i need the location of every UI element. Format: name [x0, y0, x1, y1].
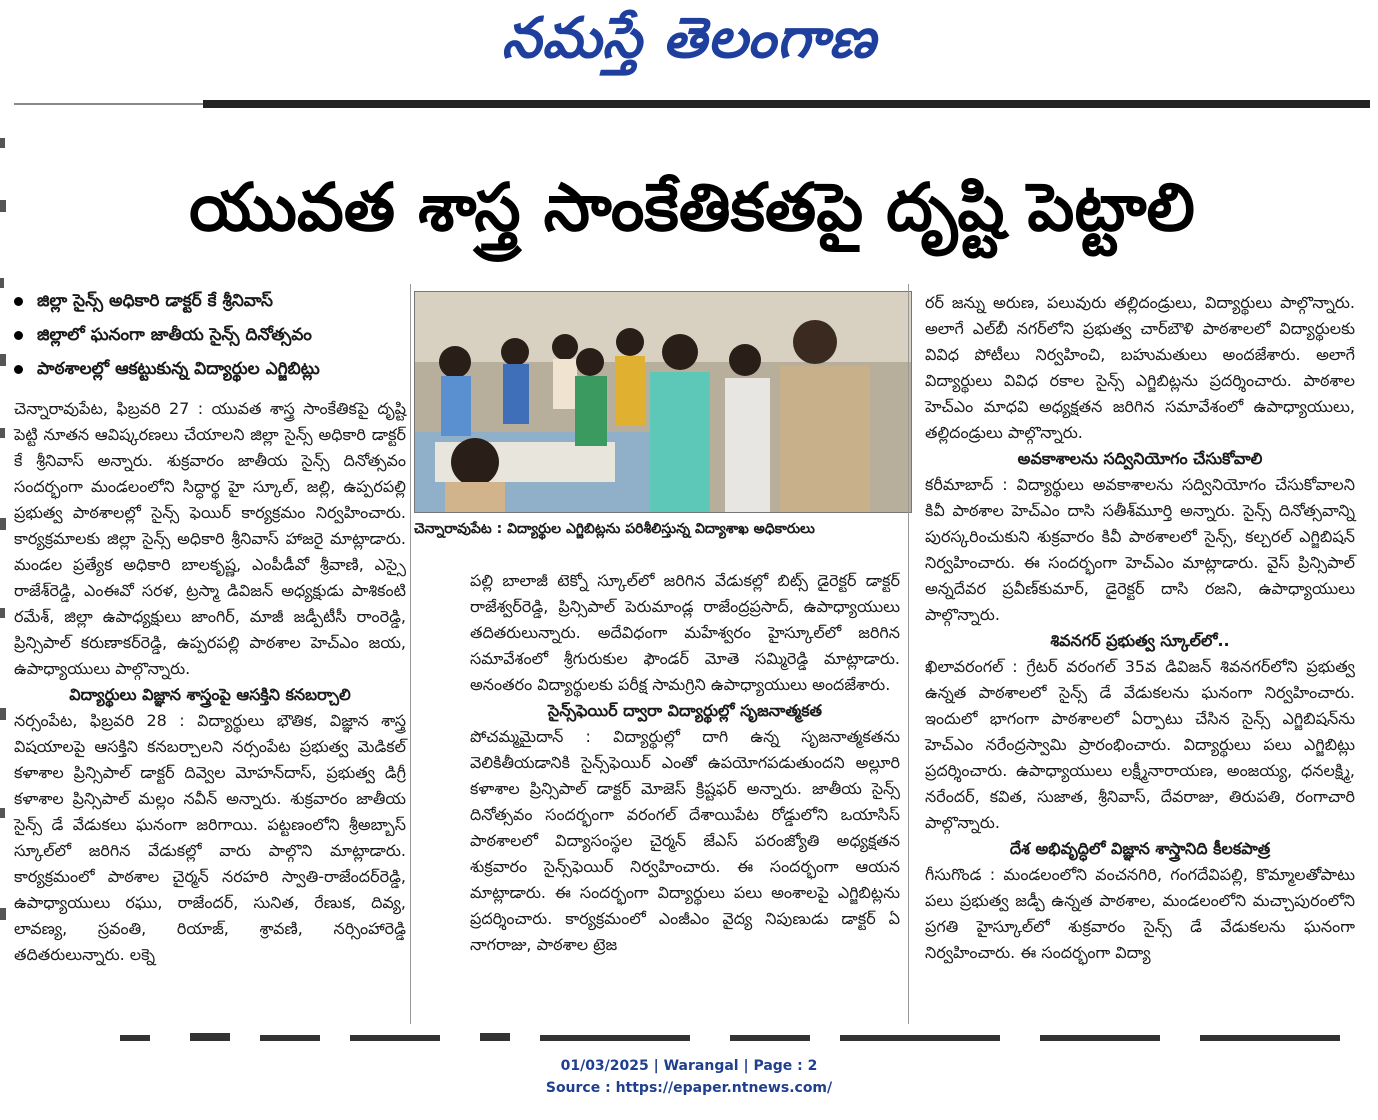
photo-caption: చెన్నారావుపేట : విద్యార్థుల ఎగ్జిబిట్లను పరిశీలిస్తున్న విద్యాశాఖ అధికారులు [414, 521, 815, 537]
article-paragraph: చెన్నారావుపేట, ఫిబ్రవరి 27 : యువత శాస్త్ర సాంకేతికపై దృష్టి పెట్టి నూతన ఆవిష్కరణలు చేయాలని జిల్లా సైన్స్ అధికారి డాక్టర్ కే శ్రీనివాస్ అన్నారు. శుక్రవారం జాతీయ సైన్స్ దినోత్సవం సందర్భంగా మండలంలోని సిద్ధార్థ హై స్కూల్, జల్లి, ఉప్పరపల్లి ప్రభుత్వ పాఠశాలల్లో సైన్స్ ఫెయిర్ కార్యక్రమం నిర్వహించారు. కార్యక్రమాలకు జిల్లా సైన్స్ అధికారి శ్రీనివాస్ హాజరై మాట్లాడారు. మండల ప్రత్యేక అధికారి బాలకృష్ణ, ఎంపీడీవో శ్రీవాణి, ఎస్సై రాజేశ్‌రెడ్డి, ఎంఈవో సరళ, ట్రస్మా డివిజన్ అధ్యక్షుడు పాశికంటి రమేశ్, జిల్లా ఉపాధ్యక్షులు జాంగిర్, మాజీ జడ్పీటీసీ రాంరెడ్డి, ప్రిన్సిపాల్ కరుణాకర్‌రెడ్డి, ఉప్పరపల్లి పాఠశాల హెచ్‌ఎం జయ, ఉపాధ్యాయులు పాల్గొన్నారు. [14, 399, 406, 678]
column-divider [410, 284, 411, 1024]
headline: యువత శాస్త్ర సాంకేతికతపై దృష్టి పెట్టాలి [189, 169, 1195, 246]
bullet-icon [14, 331, 23, 340]
column-divider [908, 284, 909, 1024]
newspaper-logo: నమస్తే తెలంగాణ [501, 6, 877, 71]
edition-info: 01/03/2025 | Warangal | Page : 2 [560, 1058, 818, 1074]
classroom-photo [415, 292, 911, 512]
article-paragraph: పల్లి బాలాజీ టెక్నో స్కూల్‌లో జరిగిన వేడుకల్లో బిట్స్ డైరెక్టర్ డాక్టర్ రాజేశ్వర్‌రెడ్డి, ప్రిన్సిపాల్ పెరుమాండ్ల రాజేంద్రప్రసాద్, ఉపాధ్యాయులు తదితరులున్నారు. అదేవిధంగా మహేశ్వరం హైస్కూల్‌లో జరిగిన సమావేశంలో శ్రీగురుకుల ఫౌండర్ మోతె సమ్మిరెడ్డి మాట్లాడారు. అనంతరం విద్యార్థులకు పరీక్ష సామగ్రిని ఉపాధ్యాయులు అందజేశారు. [470, 571, 900, 694]
news-photo [414, 291, 912, 513]
page-footer [0, 1055, 1378, 1099]
cropped-next-article [120, 1033, 1370, 1043]
bullet-item: జిల్లా సైన్స్ అధికారి డాక్టర్ కే శ్రీనివాస్ [14, 284, 406, 318]
masthead-bar [203, 100, 1370, 108]
subheading: విద్యార్థులు విజ్ఞాన శాస్త్రంపై ఆసక్తిని కనబర్చాలి [69, 685, 351, 704]
article-paragraph: కరీమాబాద్ : విద్యార్థులు అవకాశాలను సద్వినియోగం చేసుకోవాలని కివీ పాఠశాల హెచ్‌ఎం దాసి సతీశ్‌మూర్తి అన్నారు. సైన్స్ దినోత్సవాన్ని పురస్కరించుకుని శుక్రవారం కివీ పాఠశాలలో సైన్స్, కల్చరల్ ఎగ్జిబిషన్ నిర్వహించారు. ఈ సందర్భంగా హెచ్‌ఎం మాట్లాడారు. వైస్ ప్రిన్సిపాల్ అన్నదేవర ప్రవీణ్‌కుమార్, డైరెక్టర్ దాసి రజని, ఉపాధ్యాయులు పాల్గొన్నారు. [925, 475, 1355, 624]
article-paragraph: పోచమ్మమైదాన్ : విద్యార్థుల్లో దాగి ఉన్న సృజనాత్మకతను వెలికితీయడానికి సైన్స్‌ఫెయిర్ ఎంతో ఉపయోగపడుతుందని అల్లూరి కళాశాల ప్రిన్సిపాల్ డాక్టర్ మోజెస్ క్రిష్టఫర్ అన్నారు. జాతీయ సైన్స్ దినోత్సవం సందర్భంగా వరంగల్ దేశాయిపేట రోడ్డులోని ఒయాసిస్ పాఠశాలలో విద్యాసంస్థల చైర్మన్ జేఎస్ పరంజ్యోతి అధ్యక్షతన శుక్రవారం సైన్స్‌ఫెయిర్ నిర్వహించారు. ఈ సందర్భంగా ఆయన మాట్లాడారు. ఈ సందర్భంగా విద్యార్థులు పలు అంశాలపై ఎగ్జిబిట్లను ప్రదర్శించారు. కార్యక్రమంలో ఎంజీఎం వైద్య నిపుణుడు డాక్టర్ ఏ నాగరాజు, పాఠశాల ట్రెజ [470, 727, 900, 954]
article-column-2 [470, 568, 900, 958]
article-column-3 [925, 290, 1355, 966]
article-paragraph: ఖిలావరంగల్ : గ్రేటర్ వరంగల్ 35వ డివిజన్ శివనగర్‌లోని ప్రభుత్వ ఉన్నత పాఠశాలలో సైన్స్ డే వేడుకలను ఘనంగా నిర్వహించారు. ఇందులో భాగంగా పాఠశాలలో ఏర్పాటు చేసిన సైన్స్ ఎగ్జిబిషన్‌ను హెచ్‌ఎం నరేంద్రస్వామి ప్రారంభించారు. విద్యార్థులు పలు ఎగ్జిబిట్లు ప్రదర్శించారు. ఉపాధ్యాయులు లక్ష్మీనారాయణ, అంజయ్య, ధనలక్ష్మి, నరేందర్, కవిత, సుజాత, శ్రీనివాస్, దేవరాజు, తిరుపతి, రంగాచారి పాల్గొన్నారు. [925, 657, 1355, 832]
masthead [0, 0, 1378, 80]
bullet-item: జిల్లాలో ఘనంగా జాతీయ సైన్స్ దినోత్సవం [14, 318, 406, 352]
subheading: సైన్స్‌ఫెయిర్ ద్వారా విద్యార్థుల్లో సృజనాత్మకత [547, 701, 823, 720]
subheading: దేశ అభివృద్ధిలో విజ్ఞాన శాస్త్రానిది కీలకపాత్ర [1009, 839, 1271, 858]
article-paragraph: రర్ జన్ను అరుణ, పలువురు తల్లిదండ్రులు, విద్యార్థులు పాల్గొన్నారు. అలాగే ఎల్‌బీ నగర్‌లోని ప్రభుత్వ చార్‌బౌళి పాఠశాలలో విద్యార్థులకు వివిధ పోటీలు నిర్వహించి, బహుమతులు అందజేశారు. అలాగే విద్యార్థులు వివిధ రకాల సైన్స్ ఎగ్జిబిట్లను ప్రదర్శించారు. పాఠశాల హెచ్‌ఎం మాధవి అధ్యక్షతన జరిగిన సమావేశంలో ఉపాధ్యాయులు, తల్లిదండ్రులు పాల్గొన్నారు. [925, 293, 1355, 442]
bullet-icon [14, 365, 23, 374]
subheading: శివనగర్ ప్రభుత్వ స్కూల్‌లో.. [1050, 631, 1230, 650]
subheading: అవకాశాలను సద్వినియోగం చేసుకోవాలి [1017, 449, 1263, 468]
bullet-icon [14, 297, 23, 306]
article-paragraph: నర్సంపేట, ఫిబ్రవరి 28 : విద్యార్థులు భౌతిక, విజ్ఞాన శాస్త్ర విషయాలపై ఆసక్తిని కనబర్చాలని నర్సంపేట ప్రభుత్వ మెడికల్ కళాశాల ప్రిన్సిపాల్ డాక్టర్ దివ్వెల మోహన్‌దాస్, ప్రభుత్వ డిగ్రీ కళాశాల ప్రిన్సిపాల్ మల్లం నవీన్ అన్నారు. శుక్రవారం జాతీయ సైన్స్ డే వేడుకలు ఘనంగా జరిగాయి. పట్టణంలోని శ్రీఅబ్బాస్ స్కూల్‌లో జరిగిన వేడుకల్లో వారు పాల్గొని మాట్లాడారు. కార్యక్రమంలో పాఠశాల చైర్మన్ నరహరి స్వాతి-రాజేందర్‌రెడ్డి, ఉపాధ్యాయులు రఘు, రాజేందర్, సునిత, రేణుక, దివ్య, లావణ్య, స్రవంతి, రియాజ్, శ్రావణి, నర్సింహారెడ్డి తదితరులున్నారు. లక్నె [14, 711, 406, 964]
bullet-item: పాఠశాలల్లో ఆకట్టుకున్న విద్యార్థుల ఎగ్జిబిట్లు [14, 352, 406, 386]
article-paragraph: గీసుగొండ : మండలంలోని వంచనగిరి, గంగదేవిపల్లి, కొమ్మాలతోపాటు పలు ప్రభుత్వ జడ్పీ ఉన్నత పాఠశాల, మండలంలోని మచ్చాపురంలోని ప్రగతి హైస్కూల్‌లో శుక్రవారం సైన్స్ డే వేడుకలను ఘనంగా నిర్వహించారు. ఈ సందర్భంగా విద్యా [925, 865, 1355, 962]
article-column-1 [14, 396, 406, 968]
highlight-bullets [14, 284, 406, 386]
source-link[interactable]: Source : https://epaper.ntnews.com/ [545, 1080, 833, 1096]
adjacent-column-edge [0, 108, 12, 1068]
